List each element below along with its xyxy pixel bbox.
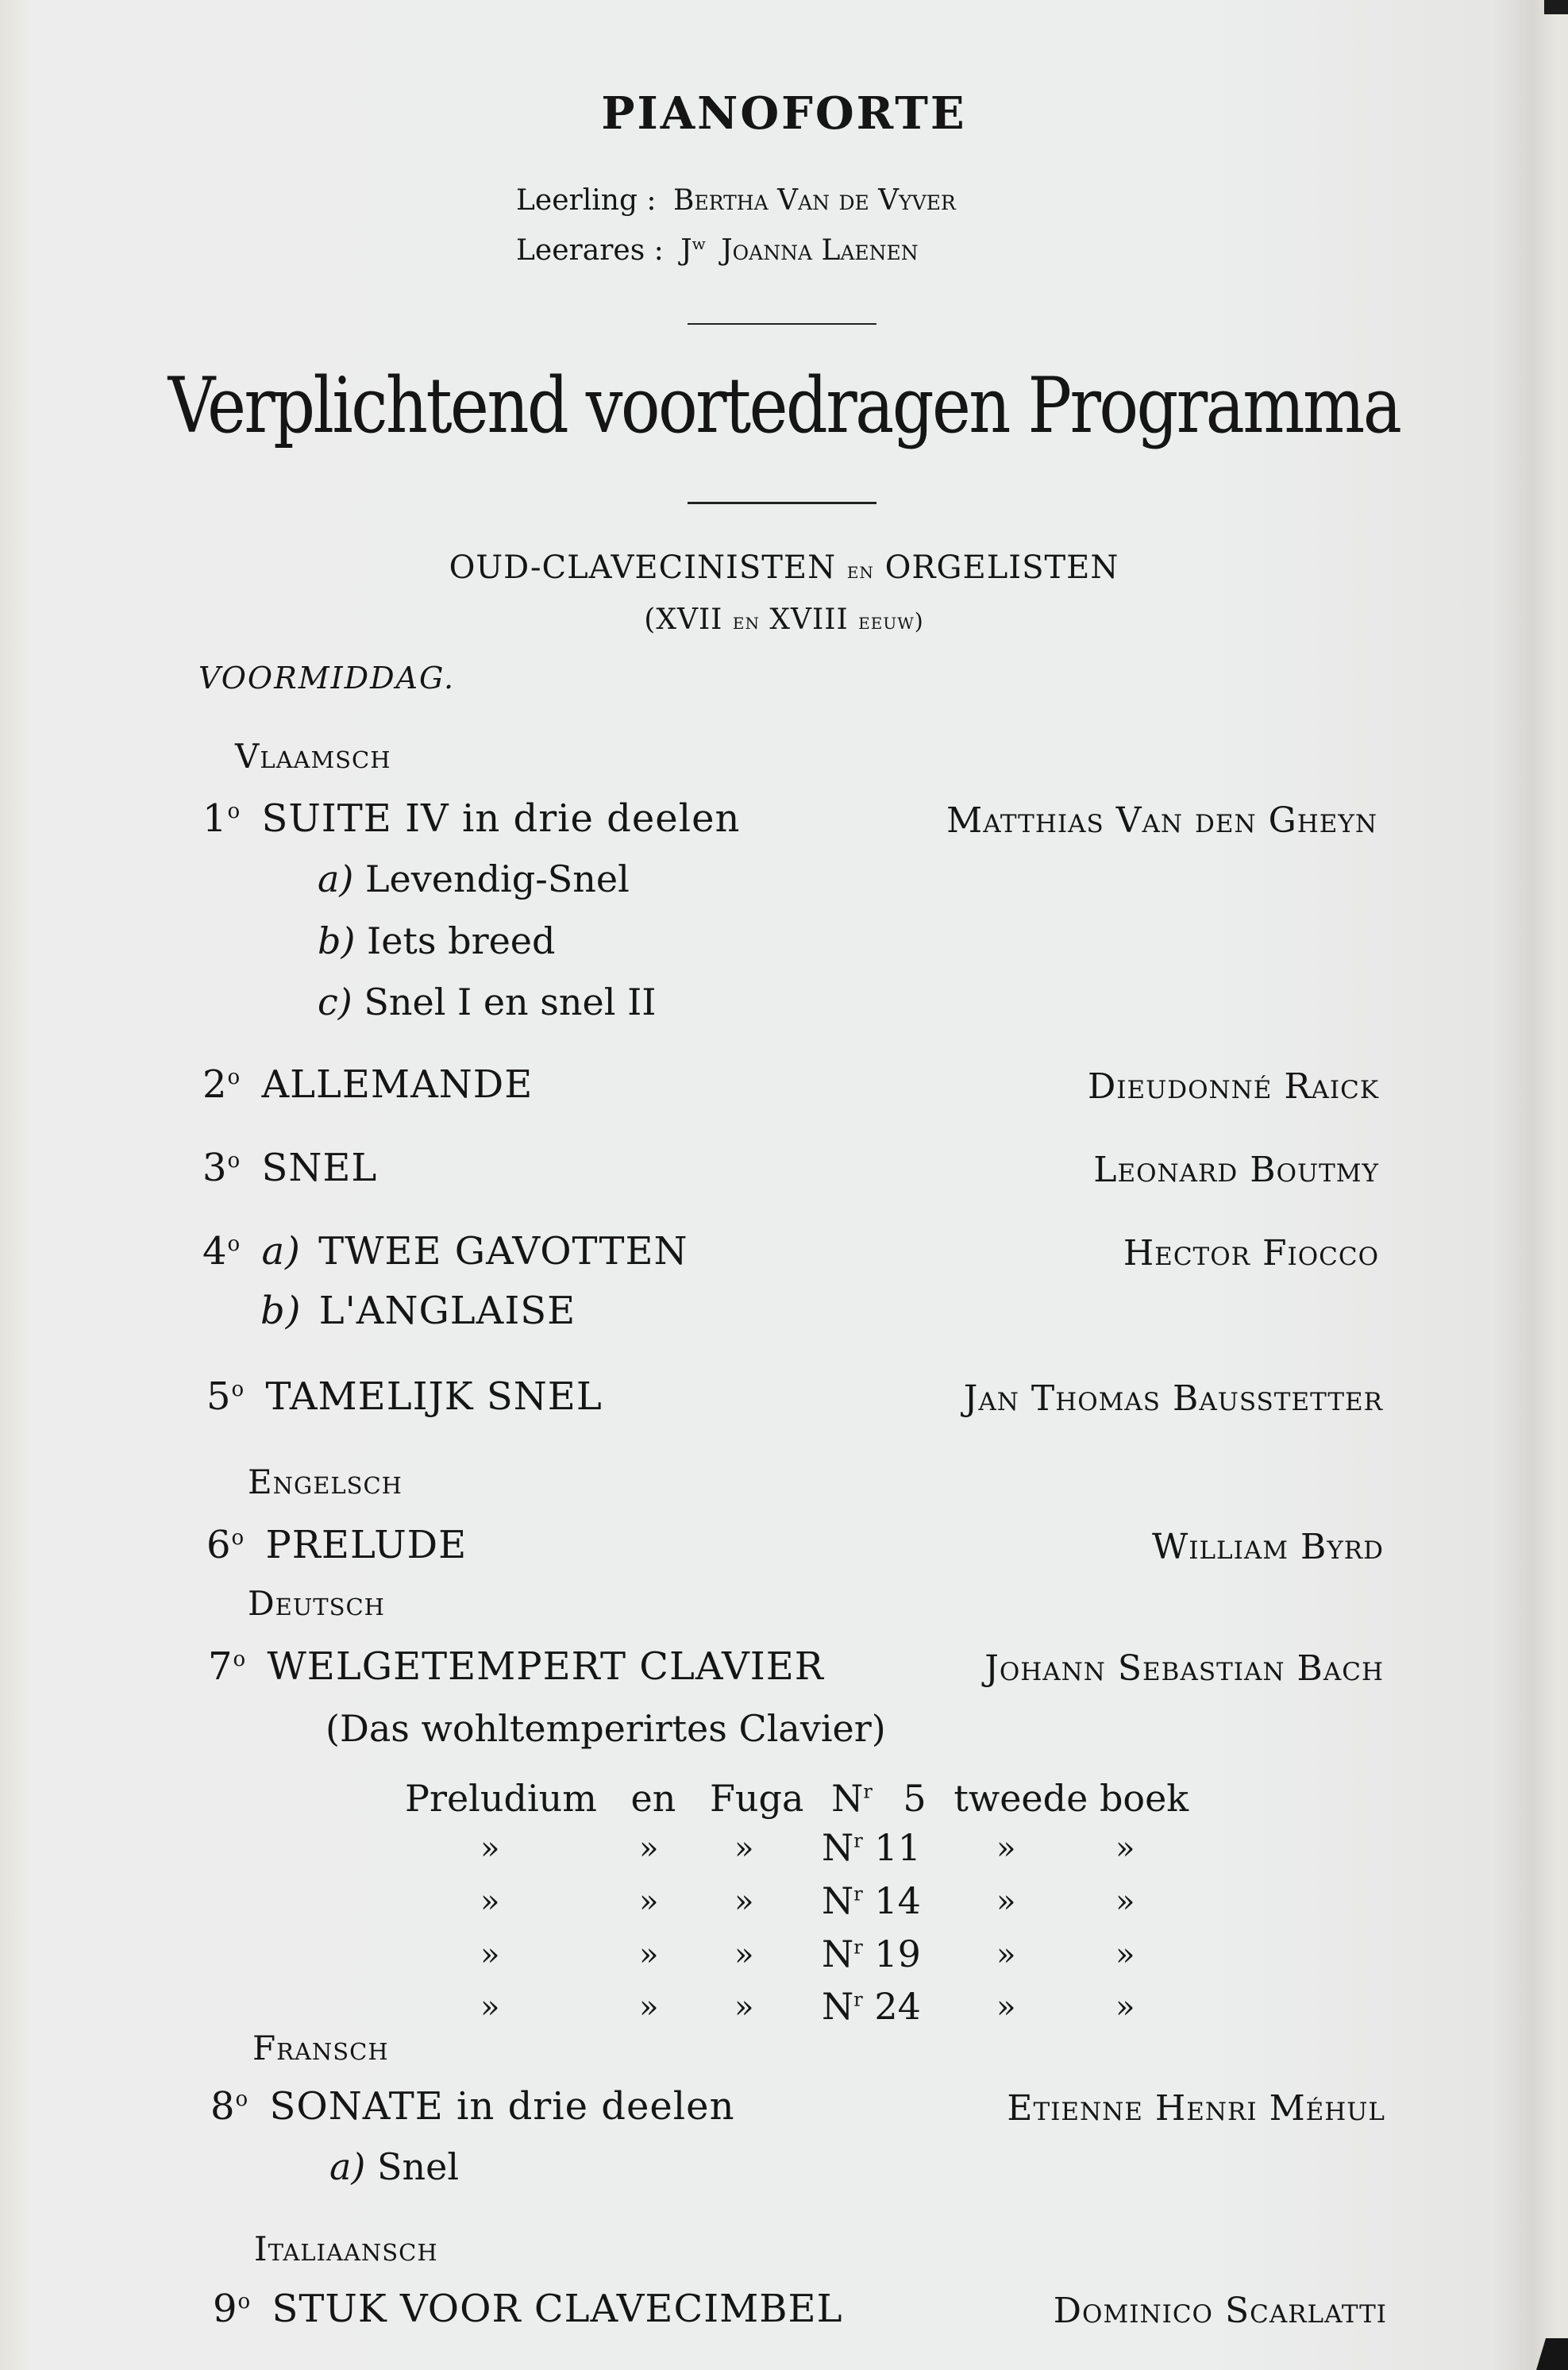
piece-4: 4$^o$ a) TWEE GAVOTTEN [202, 1229, 688, 1274]
composer-4: Hector Fiocco [1123, 1233, 1379, 1274]
teacher-prefix: $J^w$ [680, 234, 706, 267]
composer-3: Leonard Boutmy [1093, 1150, 1379, 1190]
piece-1-part-c: c) Snel I en snel II [318, 981, 657, 1023]
category-italiaansch: Italiaansch [254, 2229, 438, 2268]
page-title: PIANOFORTE [601, 87, 967, 140]
section-title: OUD-CLAVECINISTEN en ORGELISTEN [449, 549, 1119, 586]
piece-7-subtitle: (Das wohltemperirtes Clavier) [326, 1707, 886, 1750]
piece-1: 1$^o$ SUITE IV in drie deelen [202, 796, 741, 841]
composer-9: Dominico Scarlatti [1053, 2291, 1387, 2331]
piece-8: 8$^o$ SONATE in drie deelen [210, 2084, 735, 2129]
piece-9: 9$^o$ STUK VOOR CLAVECIMBEL [213, 2287, 843, 2331]
piece-7: 7$^o$ WELGETEMPERT CLAVIER [208, 1644, 824, 1689]
category-fransch: Fransch [252, 2029, 389, 2067]
composer-8: Etienne Henri Méhul [1007, 2088, 1385, 2129]
category-vlaamsch: Vlaamsch [235, 737, 391, 776]
student-name: Bertha Van de Vyver [673, 184, 956, 217]
piece-4-part-b: b) L'ANGLAISE [260, 1289, 576, 1333]
piece-8-part-a: a) Snel [329, 2145, 460, 2188]
book-page: PIANOFORTE Leerling : Bertha Van de Vyver Leerares : $J^w$ Joanna Laenen Verplichtend voortedragen Programma OUD-CLAVECINISTEN en ORGELISTEN (XVII en XVIII eeuw) VOORMIDDAG. Vlaamsch 1$^o$ SUITE IV in drie deelen Matthias Van den Gheyn a) Levendig-Snel b) Iets breed c) Snel I en snel II 2$^o$ ALLEMANDE Dieudonné Raick 3$^o$ SNEL Leonard Boutmy 4$^o$ a) TWEE GAVOTTEN Hector Fiocco b) L'ANGLAISE 5$^o$ TAMELIJK SNEL Jan Thomas Bausstetter Engelsch 6$^o$ PRELUDE William Byrd Deutsch 7$^o$ WELGETEMPERT CLAVIER Johann Sebastian Bach (Das wohltemperirtes Clavier) Preludium en Fuga $N^r$ 5 tweede boek » » » $N^r$ 11 » » » » » $N^r$ 14 » » » » » $N^r$ 19 » » » » » $N^r$ 24 » » Fransch 8$^o$ SONATE in drie deelen Etienne Henri Méhul a) Snel Italiaansch 9$^o$ STUK VOOR CLAVECIMBEL Dominico Scarlatti [0, 0, 1568, 2370]
bach-list-header: Preludium en Fuga $N^r$ 5 tweede boek [405, 1777, 1189, 1820]
section-period: (XVII en XVIII eeuw) [644, 603, 924, 636]
composer-1: Matthias Van den Gheyn [946, 800, 1377, 841]
teacher-line [516, 234, 919, 267]
piece-1-part-b: b) Iets breed [318, 919, 556, 962]
piece-1-part-a: a) Levendig-Snel [318, 857, 630, 900]
composer-5: Jan Thomas Bausstetter [963, 1378, 1383, 1419]
teacher-name: Joanna Laenen [721, 234, 919, 267]
piece-2: 2$^o$ ALLEMANDE [202, 1062, 534, 1107]
category-deutsch: Deutsch [248, 1584, 385, 1623]
student-label: Leerling : [516, 184, 657, 217]
piece-6: 6$^o$ PRELUDE [206, 1523, 468, 1567]
composer-7: Johann Sebastian Bach [984, 1648, 1384, 1689]
program-headline: Verplichtend voortedragen Programma [168, 361, 1400, 450]
composer-2: Dieudonné Raick [1087, 1066, 1379, 1107]
composer-6: William Byrd [1152, 1527, 1384, 1567]
category-engelsch: Engelsch [248, 1462, 403, 1501]
divider [688, 323, 876, 325]
piece-5: 5$^o$ TAMELIJK SNEL [206, 1374, 603, 1419]
student-line [516, 184, 956, 217]
session-label: VOORMIDDAG. [198, 661, 456, 696]
page-edge-shadow [1544, 0, 1568, 14]
teacher-label: Leerares : [516, 234, 664, 267]
piece-3: 3$^o$ SNEL [202, 1146, 378, 1190]
divider [688, 502, 876, 504]
page-edge-shadow [1536, 2338, 1568, 2370]
